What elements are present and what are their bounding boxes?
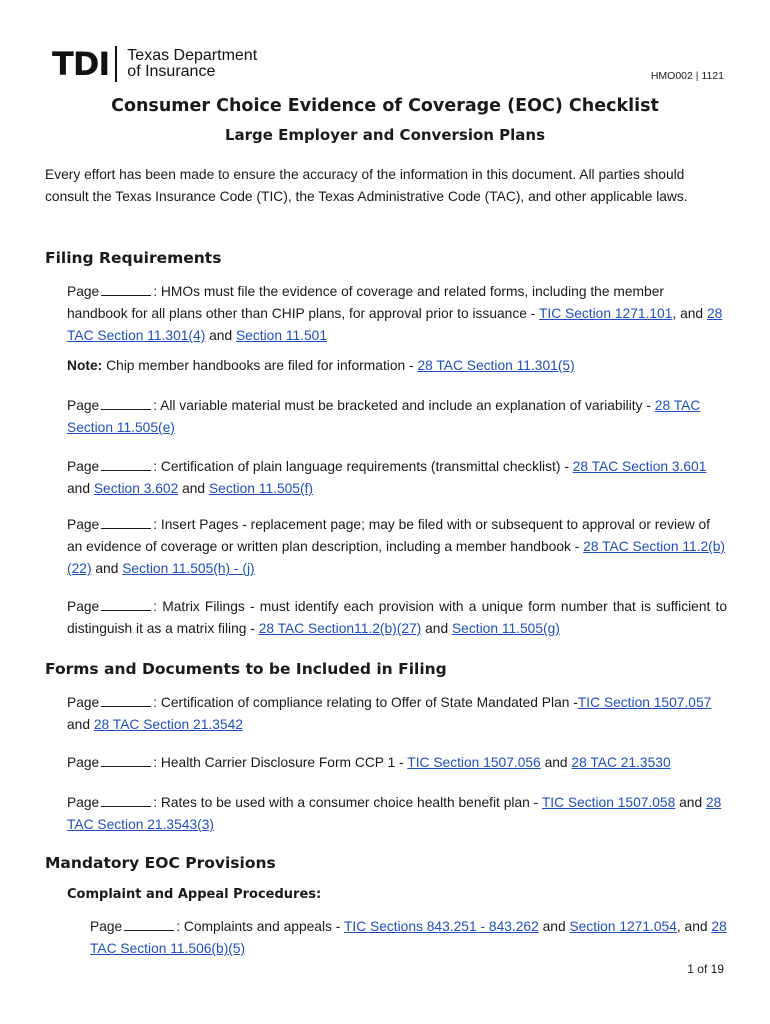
link-tic-1507-057[interactable]: TIC Section 1507.057	[577, 695, 712, 710]
item-text: : Health Carrier Disclosure Form CCP 1 -	[153, 755, 408, 770]
filing-item-5	[67, 596, 727, 640]
section-heading-filing: Filing Requirements	[45, 249, 222, 267]
link-tic-1507-056[interactable]: TIC Section 1507.056	[407, 755, 541, 770]
link-tic-1271-101[interactable]: TIC Section 1271.101	[538, 306, 673, 321]
note-text: Chip member handbooks are filed for information -	[102, 358, 418, 373]
item-text: : Insert Pages - replacement page; may be filed with or subsequent to approval or review of an evidence of coverage or written plan description, including a member handbook -	[67, 517, 711, 554]
page-blank[interactable]	[124, 918, 174, 931]
link-section-11-505-g[interactable]: Section 11.505(g)	[451, 621, 560, 636]
link-section-3-602[interactable]: Section 3.602	[93, 481, 179, 496]
page-blank[interactable]	[101, 458, 151, 471]
page-blank[interactable]	[101, 754, 151, 767]
logo-line1: Texas Department	[127, 47, 258, 64]
page-blank[interactable]	[101, 694, 151, 707]
forms-item-2	[67, 752, 727, 774]
link-28tac-3-601[interactable]: 28 TAC Section 3.601	[572, 459, 707, 474]
page-blank[interactable]	[101, 283, 151, 296]
page-label: Page	[67, 517, 100, 532]
mandatory-item-1	[90, 916, 727, 960]
link-28tac-11-505-e[interactable]: 28 TAC Section 11.505(e)	[67, 398, 701, 435]
page-label: Page	[67, 795, 100, 810]
page-label: Page	[67, 459, 100, 474]
page-label: Page	[90, 919, 123, 934]
link-section-11-505-f[interactable]: Section 11.505(f)	[208, 481, 313, 496]
item-text: and	[67, 717, 94, 732]
item-text: : Certification of plain language requirements (transmittal checklist) -	[153, 459, 573, 474]
logo-divider	[115, 46, 117, 82]
page-label: Page	[67, 599, 100, 614]
page-label: Page	[67, 695, 100, 710]
note-label: Note:	[67, 358, 103, 373]
page-number: 1 of 19	[687, 962, 724, 976]
logo-line2: of Insurance	[127, 63, 216, 80]
page-label: Page	[67, 755, 100, 770]
logo-mark: TDI	[52, 45, 110, 83]
logo-text	[127, 48, 257, 80]
link-28tac-11-506-b-5[interactable]: 28 TAC Section 11.506(b)(5)	[90, 919, 727, 956]
item-text: : Certification of compliance relating to Offer of State Mandated Plan -	[153, 695, 578, 710]
item-text: and	[540, 755, 572, 770]
page-title: Consumer Choice Evidence of Coverage (EOC) Checklist	[111, 96, 659, 116]
page-blank[interactable]	[101, 397, 151, 410]
section-heading-forms: Forms and Documents to be Included in Filing	[45, 660, 447, 678]
page-blank[interactable]	[101, 598, 151, 611]
subheading-complaint-appeal: Complaint and Appeal Procedures:	[67, 887, 322, 902]
link-28tac-11-301-5[interactable]: 28 TAC Section 11.301(5)	[417, 358, 575, 373]
intro-paragraph: Every effort has been made to ensure the accuracy of the information in this document. All parties should consult the Texas Insurance Code (TIC), the Texas Administrative Code (TAC), and other applicable laws.	[45, 167, 688, 204]
document-id: HMO002 | 1121	[650, 70, 724, 82]
link-28tac-11-2-b-22[interactable]: 28 TAC Section 11.2(b)(22)	[67, 539, 726, 576]
link-tic-843-251-262[interactable]: TIC Sections 843.251 - 843.262	[343, 919, 539, 934]
item-text: : Rates to be used with a consumer choice health benefit plan -	[153, 795, 542, 810]
item-text: : Complaints and appeals -	[176, 919, 344, 934]
link-28tac-21-3542[interactable]: 28 TAC Section 21.3542	[93, 717, 243, 732]
link-28tac-11-2-b-27[interactable]: 28 TAC Section11.2(b)(27)	[258, 621, 422, 636]
link-28tac-21-3530[interactable]: 28 TAC 21.3530	[571, 755, 671, 770]
forms-item-1	[67, 692, 727, 736]
link-section-11-505-h-j[interactable]: Section 11.505(h) - (j)	[122, 561, 255, 576]
page-label: Page	[67, 284, 100, 299]
filing-item-3	[67, 456, 727, 500]
filing-item-2	[67, 395, 727, 439]
filing-item-4	[67, 514, 727, 580]
link-section-11-501[interactable]: Section 11.501	[235, 328, 328, 343]
page-label: Page	[67, 398, 100, 413]
forms-item-3	[67, 792, 727, 836]
filing-item-1	[67, 281, 727, 347]
item-text: and	[205, 328, 236, 343]
item-text: and	[675, 795, 706, 810]
filing-note	[67, 355, 727, 377]
item-text: : Matrix Filings - must identify each provision with a unique form number that is sufficient to distinguish it as a matrix filing -	[67, 599, 727, 636]
link-28tac-21-3543-3[interactable]: 28 TAC Section 21.3543(3)	[67, 795, 722, 832]
tdi-logo	[52, 44, 257, 84]
section-heading-mandatory: Mandatory EOC Provisions	[45, 854, 276, 872]
item-text: and	[91, 561, 123, 576]
link-tic-1507-058[interactable]: TIC Section 1507.058	[541, 795, 676, 810]
item-text: , and	[676, 919, 712, 934]
item-text: : HMOs must file the evidence of coverage and related forms, including the member handbook for all plans other than CHIP plans, for approval prior to issuance -	[67, 284, 664, 321]
page-blank[interactable]	[101, 516, 151, 529]
page-blank[interactable]	[101, 794, 151, 807]
item-text: and	[538, 919, 570, 934]
item-text: , and	[672, 306, 707, 321]
link-28tac-11-301-4[interactable]: 28 TAC Section 11.301(4)	[67, 306, 723, 343]
item-text: and	[421, 621, 452, 636]
item-text: and	[178, 481, 209, 496]
link-section-1271-054[interactable]: Section 1271.054	[569, 919, 677, 934]
item-text: and	[67, 481, 94, 496]
page-subtitle: Large Employer and Conversion Plans	[224, 126, 546, 144]
item-text: : All variable material must be bracketed and include an explanation of variability -	[153, 398, 655, 413]
